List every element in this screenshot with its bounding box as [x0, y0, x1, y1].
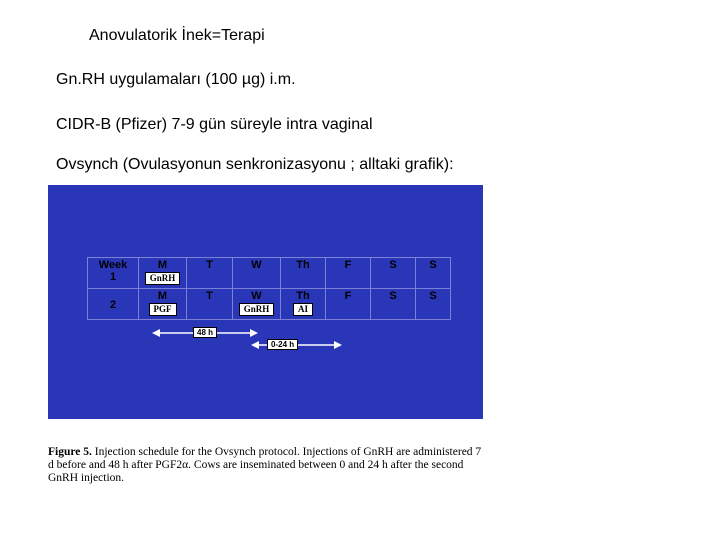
- caption-text: Injection schedule for the Ovsynch protocol. Injections of GnRH are administered 7 d before and 48 h after PGF2α. Cows are inseminated between 0 and 24 h after the second GnRH injection.: [48, 446, 482, 484]
- caption-label: Figure 5.: [48, 446, 92, 458]
- day-label: F: [344, 259, 352, 271]
- arrow-0-24h-label: 0-24 h: [267, 339, 298, 350]
- day-label: Th: [296, 290, 310, 302]
- slide-title: Anovulatorik İnek=Terapi: [89, 27, 265, 44]
- day-label: M: [157, 259, 168, 271]
- arrow-48h-label: 48 h: [193, 327, 217, 338]
- day-label: S: [389, 290, 397, 302]
- day-label: F: [344, 290, 352, 302]
- gnrh-tag-2: GnRH: [239, 303, 275, 316]
- figure-caption: [48, 446, 488, 485]
- week-header: Week: [98, 259, 128, 271]
- day-label: Th: [296, 259, 310, 271]
- day-label: M: [157, 290, 168, 302]
- gnrh-tag-1: GnRH: [145, 272, 181, 285]
- day-label: W: [251, 259, 262, 271]
- bullet-cidr: CIDR-B (Pfizer) 7-9 gün süreyle intra vaginal: [56, 116, 373, 133]
- day-label: S: [389, 259, 397, 271]
- day-label: T: [206, 290, 213, 302]
- week-1-number: 1: [109, 271, 117, 283]
- bullet-gnrh: Gn.RH uygulamaları (100 µg) i.m.: [56, 71, 296, 88]
- day-label: S: [429, 259, 437, 271]
- week-2-number: 2: [109, 299, 117, 311]
- ai-tag: AI: [293, 303, 313, 316]
- pgf-tag: PGF: [149, 303, 177, 316]
- bullet-ovsynch: Ovsynch (Ovulasyonun senkronizasyonu ; alltaki grafik):: [56, 156, 454, 173]
- day-label: T: [206, 259, 213, 271]
- day-label: W: [251, 290, 262, 302]
- day-label: S: [429, 290, 437, 302]
